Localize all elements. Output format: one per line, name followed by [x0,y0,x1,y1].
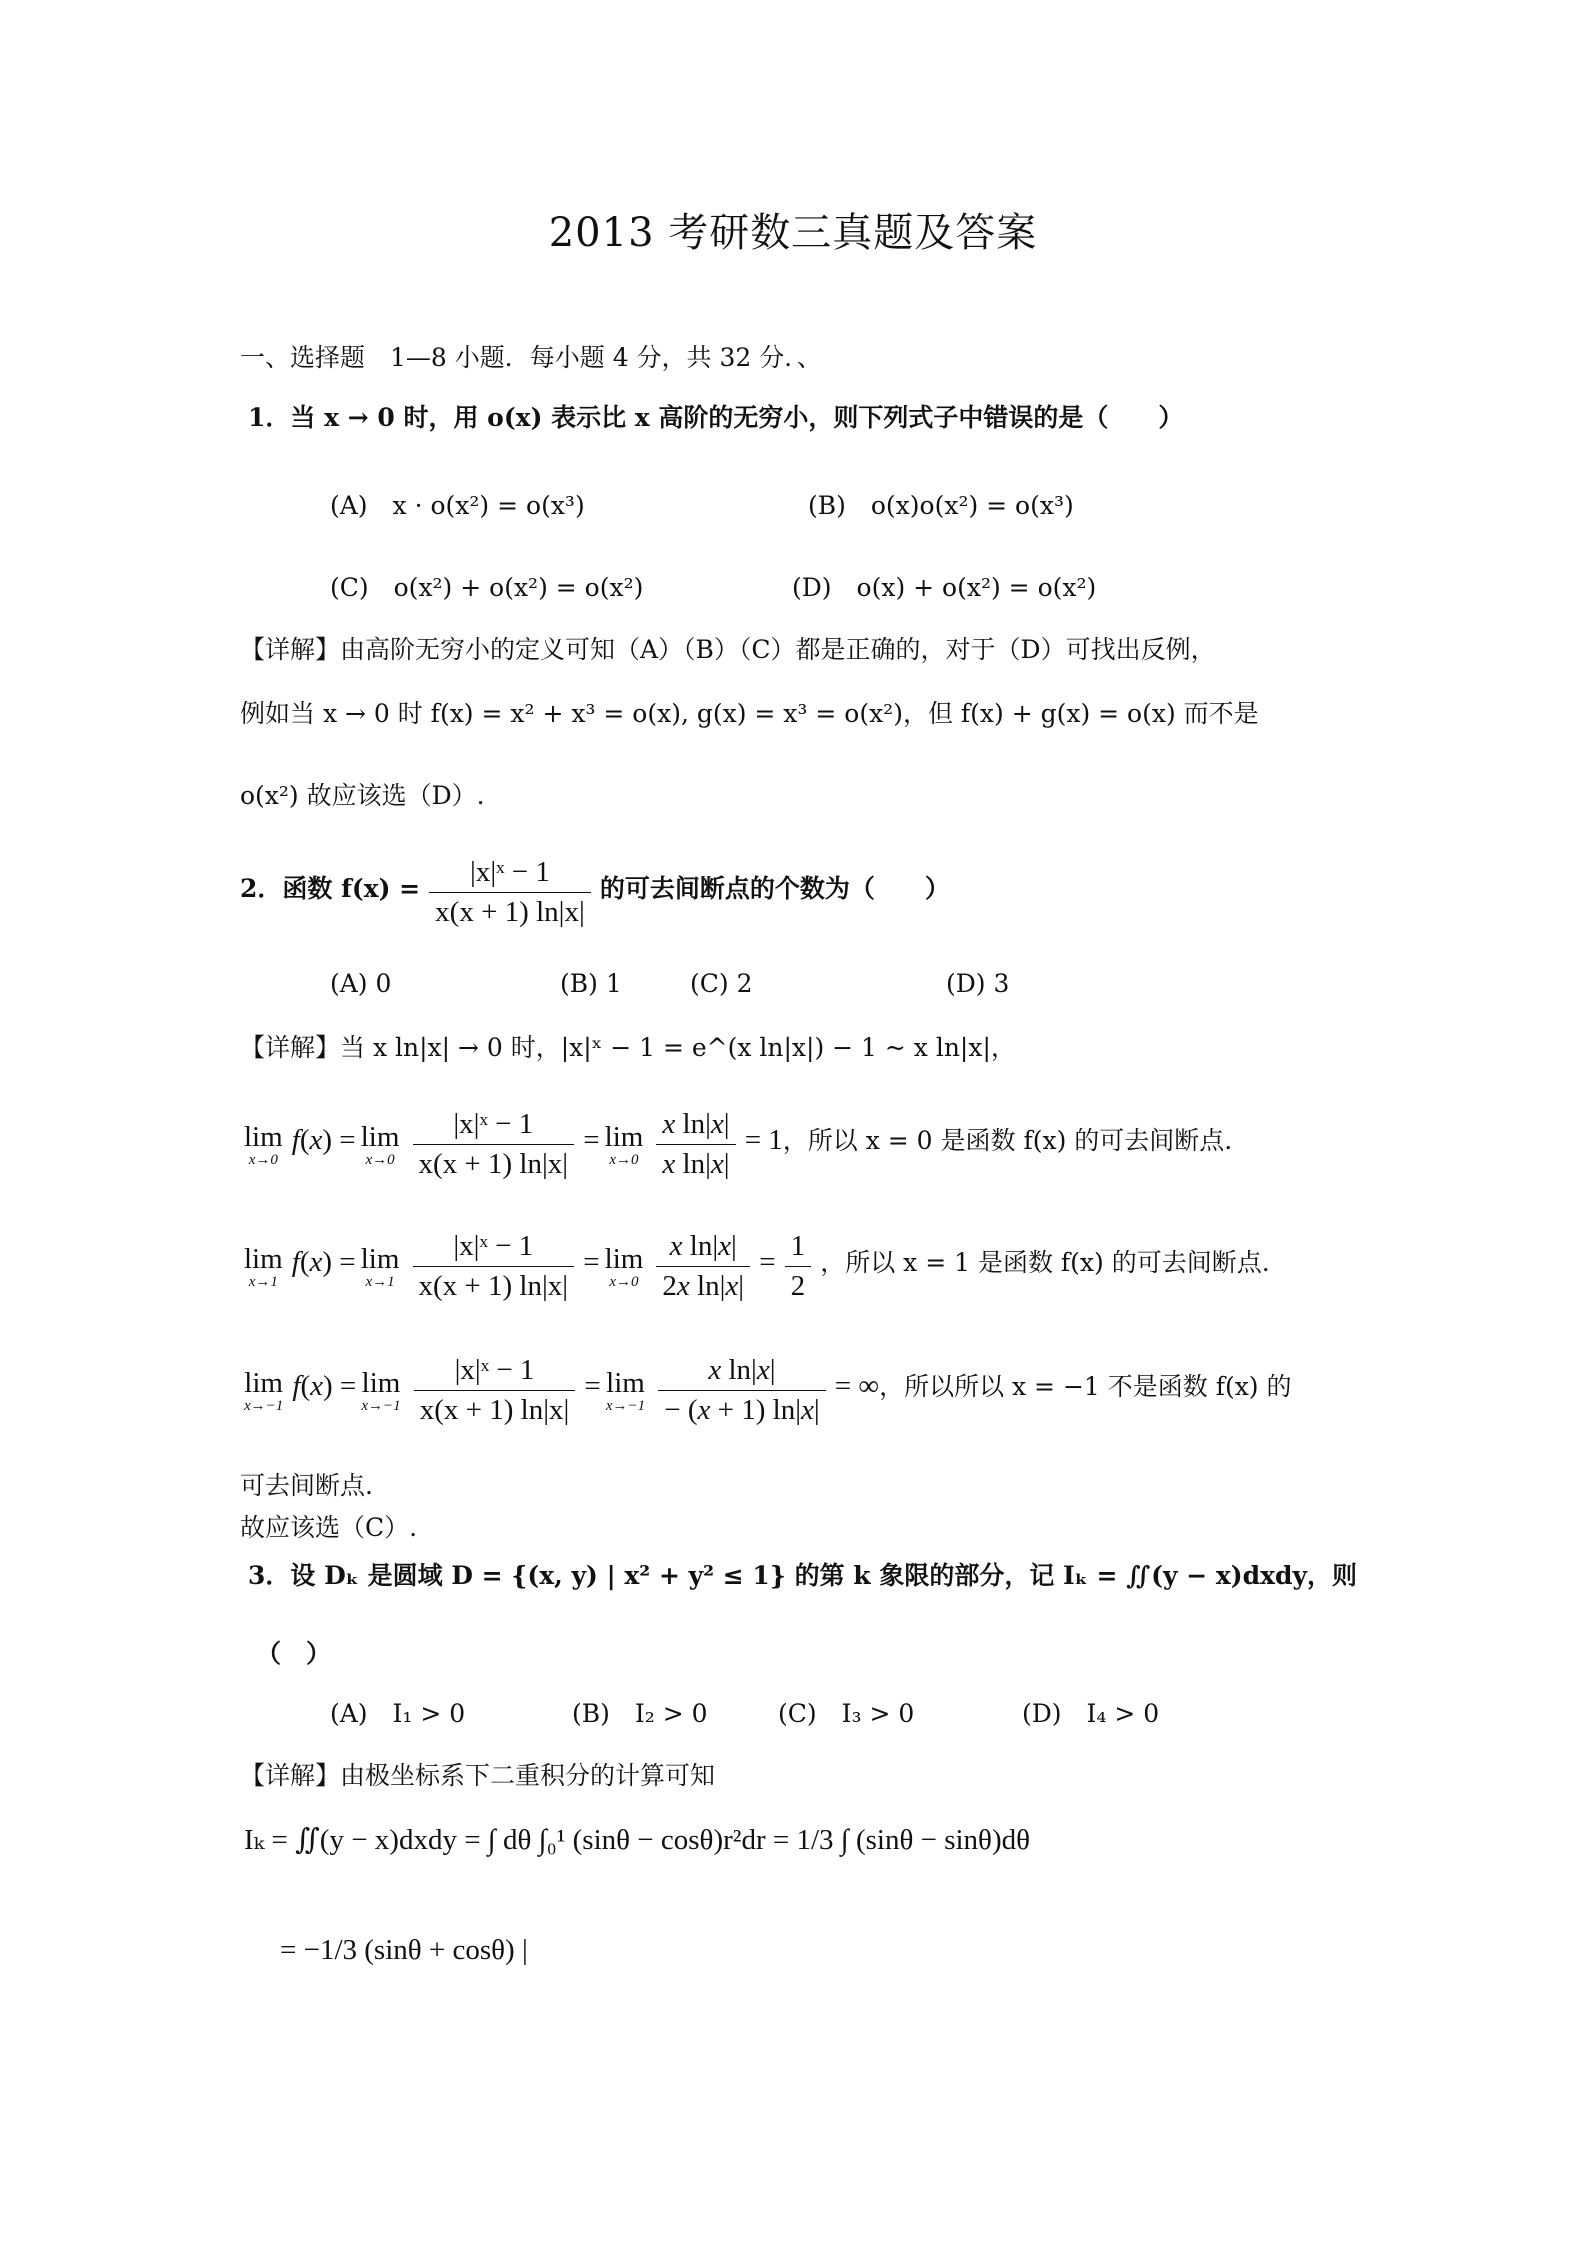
q2-fraction-numerator: |x|ˣ − 1 [429,856,591,893]
q1-detail-1: 【详解】由高阶无穷小的定义可知（A）（B）（C）都是正确的，对于（D）可找出反例， [240,635,1216,664]
q2-limit-xm1: lim x→−1 f(x) = lim x→−1 $\frac{\text{|x|ˣ − 1}}{x(x + 1) \ln|x|}$ = lim x→−1 $\frac{\text{x ln|x|}}{- (x + 1) \ln|x|}$ = ∞，所以所以 x = −1 不是函数 f(x) 的 [244,1354,1292,1426]
q2-limit-x1: lim x→1 f(x) = lim x→1 $\frac{\text{|x|ˣ − 1}}{x(x + 1) \ln|x|}$ = lim x→0 $\frac{\text{x ln|x|}}{\text{2x ln|x|}}$ = $\frac{1}{2}$ ，所以 x = 1 是函数 f(x) 的可去间断点. [244,1230,1270,1302]
q2-option-d: (D) 3 [946,969,1010,998]
q1-detail-3: o(x²) 故应该选（D）. [240,781,485,810]
q1-option-d: (D) o(x) + o(x²) = o(x²) [792,573,1097,602]
q2-tail-2: 故应该选（C）. [240,1513,418,1542]
q2-tail-1: 可去间断点. [240,1471,373,1500]
q3-option-d: (D) I₄ > 0 [1022,1699,1160,1728]
q2-stem-prefix: 2．函数 f(x) = [240,874,421,903]
lim-operator: lim x→0 [604,1242,644,1290]
q1-option-a: (A) x · o(x²) = o(x³) [330,491,585,520]
lim-operator: lim x→−1 [361,1366,401,1414]
q3-stem: 3．设 Dₖ 是圆域 D = {(x, y) | x² + y² ≤ 1} 的第 k 象限的部分，记 Iₖ = ∬(y − x)dxdy，则 [248,1561,1358,1590]
page-title: 2013 考研数三真题及答案 [548,210,1038,256]
q3-option-c: (C) I₃ > 0 [778,1699,915,1728]
q3-paren: （ ） [256,1639,332,1668]
q2-option-b: (B) 1 [560,969,622,998]
q3-formula-1: Iₖ = ∬(y − x)dxdy = ∫ dθ ∫₀¹ (sinθ − cosθ)r²dr = 1/3 ∫ (sinθ − sinθ)dθ [244,1824,1030,1856]
q2-limit-xm1-text: ，所以所以 x = −1 不是函数 f(x) 的 [879,1372,1292,1401]
q2-limit-x1-text: ，所以 x = 1 是函数 f(x) 的可去间断点. [820,1248,1270,1277]
lim-operator: lim x→0 [360,1120,400,1168]
q3-detail-1: 【详解】由极坐标系下二重积分的计算可知 [240,1761,716,1790]
q1-option-c: (C) o(x²) + o(x²) = o(x²) [330,573,644,602]
lim-operator: lim x→1 [360,1242,400,1290]
q2-limit-x0-text: ，所以 x = 0 是函数 f(x) 的可去间断点. [782,1126,1233,1155]
lim-operator: lim x→−1 [605,1366,646,1414]
lim-operator: lim x→−1 [244,1366,284,1414]
q2-detail-1: 【详解】当 x ln|x| → 0 时，|x|ˣ − 1 = e^(x ln|x|) − 1 ~ x ln|x|， [240,1033,1016,1062]
q3-formula-2: = −1/3 (sinθ + cosθ) | [280,1934,528,1966]
lim-operator: lim x→0 [244,1120,283,1168]
q3-option-b: (B) I₂ > 0 [572,1699,708,1728]
q2-stem [240,856,950,929]
q1-detail-2: 例如当 x → 0 时 f(x) = x² + x³ = o(x), g(x) = x³ = o(x²)，但 f(x) + g(x) = o(x) 而不是 [240,699,1259,728]
q2-fraction-denominator: x(x + 1) ln|x| [435,896,585,928]
q2-stem-suffix: 的可去间断点的个数为（ ） [599,874,950,903]
q3-option-a: (A) I₁ > 0 [330,1699,466,1728]
q2-limit-x0: lim x→0 f(x) = lim x→0 $\frac{\text{|x|ˣ − 1}}{x(x + 1) \ln|x|}$ = lim x→0 $\frac{\text{x ln|x|}}{\text{x ln|x|}}$ = 1，所以 x = 0 是函数 f(x) 的可去间断点. [244,1108,1233,1180]
q2-option-c: (C) 2 [690,969,753,998]
lim-operator: lim x→1 [244,1242,283,1290]
q2-fraction [429,856,591,929]
q2-option-a: (A) 0 [330,969,392,998]
q1-option-b: (B) o(x)o(x²) = o(x³) [808,491,1074,520]
section-heading: 一、选择题 1—8 小题．每小题 4 分，共 32 分．、 [240,343,822,372]
lim-operator: lim x→0 [604,1120,644,1168]
q1-stem: 1．当 x → 0 时，用 o(x) 表示比 x 高阶的无穷小，则下列式子中错误的是（ ） [248,403,1184,432]
